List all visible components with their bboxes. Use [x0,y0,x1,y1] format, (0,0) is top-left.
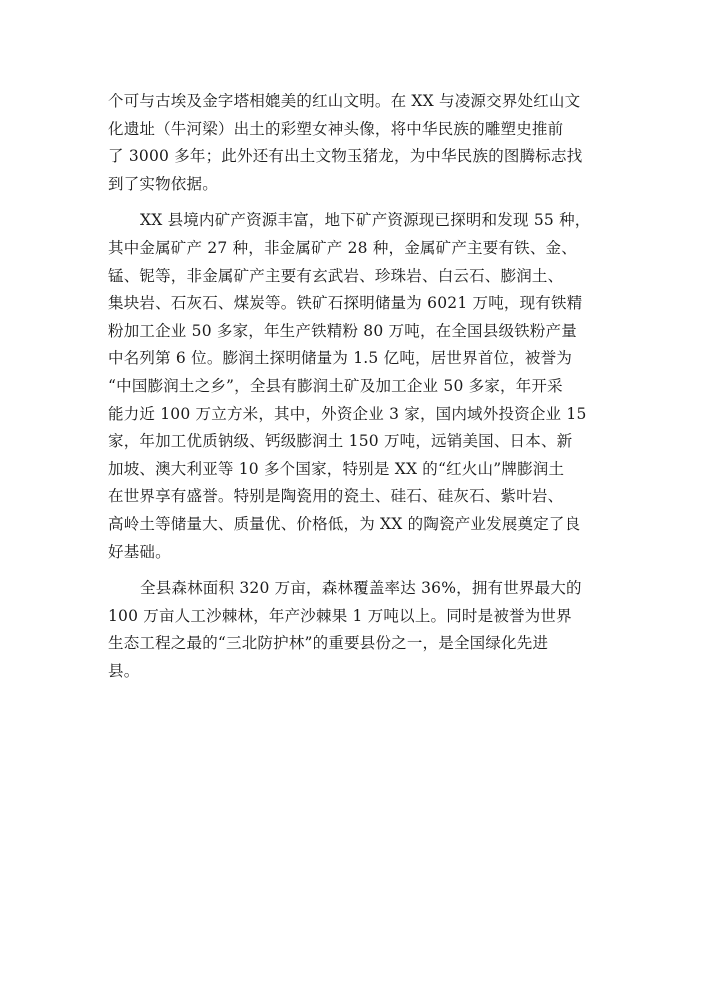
text-line: XX 县境内矿产资源丰富，地下矿产资源现已探明和发现 55 种， [140,211,591,230]
document-page [108,88,598,685]
paragraph-mineral-resources [108,207,598,566]
text-line: 县。 [108,661,140,680]
text-line: 好基础。 [108,542,171,561]
text-line: 中名列第 6 位。膨润土探明储量为 1.5 亿吨，居世界首位，被誉为 [108,349,573,368]
text-line: 个可与古埃及金字塔相媲美的红山文明。在 XX 与凌源交界处红山文 [108,92,581,110]
text-line: 到了实物依据。 [108,174,218,193]
text-line: 化遗址（牛河梁）出土的彩塑女神头像，将中华民族的雕塑史推前 [108,119,564,138]
text-line: 家，年加工优质钠级、钙级膨润土 150 万吨，远销美国、日本、新 [108,432,573,451]
text-line: 锰、铌等，非金属矿产主要有玄武岩、珍珠岩、白云石、膨润土、 [108,266,564,285]
text-line: 加坡、澳大利亚等 10 多个国家，特别是 XX 的“红火山”牌膨润土 [108,459,565,478]
text-line: 100 万亩人工沙棘林，年产沙棘果 1 万吨以上。同时是被誉为世界 [108,606,572,625]
text-line: “中国膨润土之乡”，全县有膨润土矿及加工企业 50 多家，年开采 [108,376,563,395]
text-line: 了 3000 多年；此外还有出土文物玉猪龙，为中华民族的图腾标志找 [108,147,583,166]
text-line: 能力近 100 万立方米，其中，外资企业 3 家，国内域外投资企业 15 [108,404,587,423]
paragraph-forest-coverage [108,575,598,685]
text-line: 粉加工企业 50 多家，年生产铁精粉 80 万吨，在全国县级铁粉产量 [108,321,577,340]
text-line: 其中金属矿产 27 种，非金属矿产 28 种，金属矿产主要有铁、金、 [108,238,577,257]
paragraph-red-mountain-culture [108,88,598,198]
text-line: 全县森林面积 320 万亩，森林覆盖率达 36%，拥有世界最大的 [140,579,582,598]
text-line: 生态工程之最的“三北防护林”的重要县份之一，是全国绿化先进 [108,634,549,653]
text-line: 在世界享有盛誉。特别是陶瓷用的瓷土、硅石、硅灰石、紫叶岩、 [108,487,564,506]
text-line: 集块岩、石灰石、煤炭等。铁矿石探明储量为 6021 万吨，现有铁精 [108,294,583,313]
text-line: 高岭土等储量大、质量优、价格低，为 XX 的陶瓷产业发展奠定了良 [108,514,581,533]
